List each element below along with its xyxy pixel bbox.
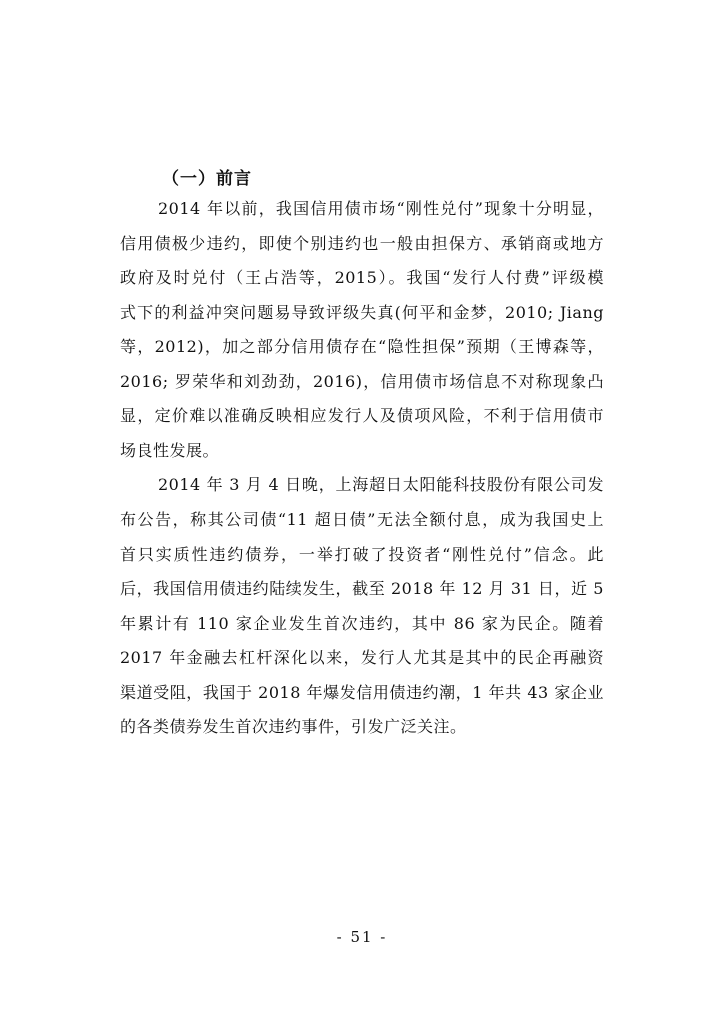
paragraph-1-line-1: 2014 年以前，我国信用债市场“刚性兑付”现象十分明显， — [158, 199, 604, 218]
paragraph-2-line-2: 布公告，称其公司债“11 超日债”无法全额付息，成为我国史上 — [120, 510, 604, 529]
paragraph-1-line-7: 显，定价难以准确反映相应发行人及债项风险，不利于信用债市 — [120, 406, 604, 425]
paragraph-2-line-1: 2014 年 3 月 4 日晚，上海超日太阳能科技股份有限公司发 — [158, 475, 604, 494]
paragraph-2-line-4: 后，我国信用债违约陆续发生，截至 2018 年 12 月 31 日，近 5 — [120, 579, 604, 598]
paragraph-2-line-5: 年累计有 110 家企业发生首次违约，其中 86 家为民企。随着 — [120, 614, 604, 633]
paragraph-1-line-8: 场良性发展。 — [120, 441, 220, 460]
paragraph-2-line-7: 渠道受阻，我国于 2018 年爆发信用债违约潮，1 年共 43 家企业 — [120, 683, 604, 702]
paragraph-1-line-6: 2016; 罗荣华和刘劲劲，2016)，信用债市场信息不对称现象凸 — [120, 372, 604, 391]
paragraph-2-line-8: 的各类债券发生首次违约事件，引发广泛关注。 — [120, 717, 467, 736]
paragraph-2-line-3: 首只实质性违约债券，一举打破了投资者“刚性兑付”信念。此 — [120, 545, 604, 564]
section-heading: （一）前言 — [162, 169, 252, 189]
paragraph-1-line-2: 信用债极少违约，即使个别违约也一般由担保方、承销商或地方 — [120, 234, 604, 253]
paragraph-1-line-4: 式下的利益冲突问题易导致评级失真(何平和金梦，2010; Jiang — [120, 303, 604, 322]
paragraph-1-line-3: 政府及时兑付（王占浩等，2015）。我国“发行人付费”评级模 — [120, 268, 604, 287]
paragraph-1-line-5: 等，2012)，加之部分信用债存在“隐性担保”预期（王博森等， — [120, 337, 604, 356]
paragraph-2-line-6: 2017 年金融去杠杆深化以来，发行人尤其是其中的民企再融资 — [120, 648, 604, 667]
page-number: - 51 - — [336, 928, 388, 946]
